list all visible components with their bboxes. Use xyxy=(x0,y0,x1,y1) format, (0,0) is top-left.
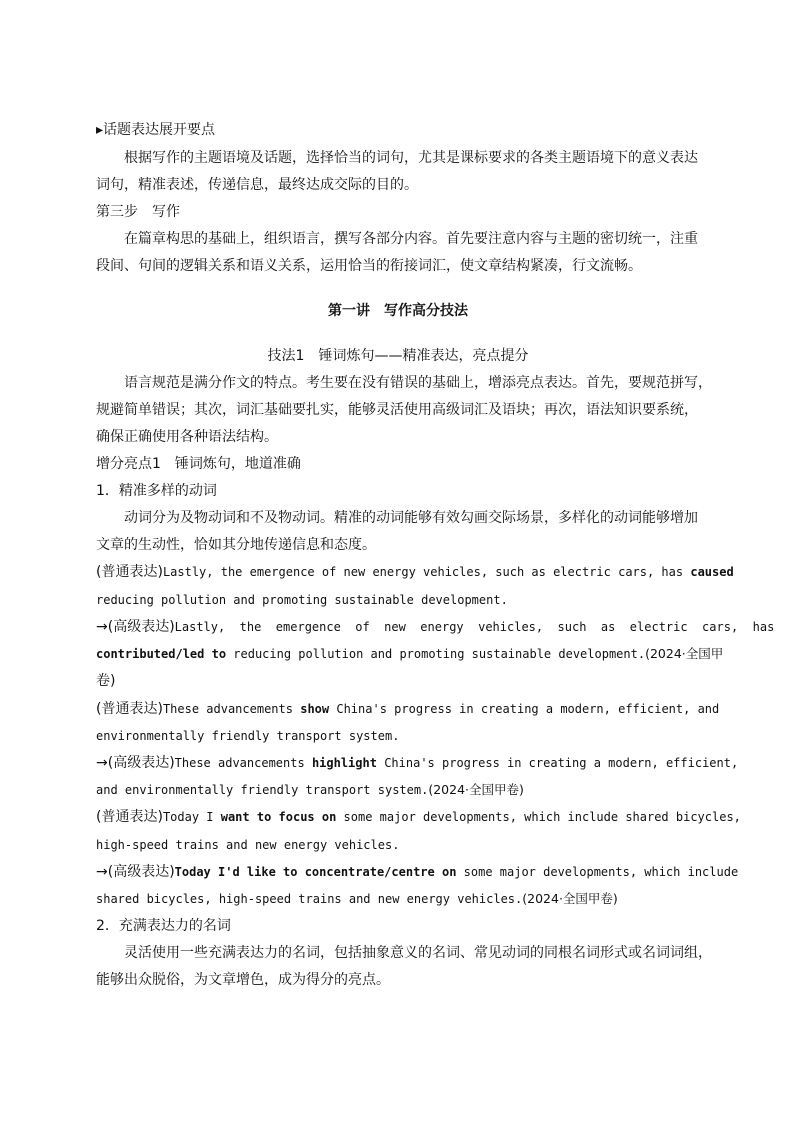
label-advanced: →(高级表达) xyxy=(96,755,175,771)
source-tag: (2024·全国甲卷) xyxy=(522,891,618,906)
label-plain: (普通表达) xyxy=(96,564,163,580)
keyword: contributed/led to xyxy=(96,647,227,661)
highlight-heading: 增分亮点1 锤词炼句，地道准确 xyxy=(96,456,301,472)
paragraph-line: 文章的生动性，恰如其分地传递信息和态度。 xyxy=(96,537,376,553)
example-line: environmentally friendly transport system. xyxy=(96,729,400,743)
example-line: shared bicycles, high-speed trains and new energy vehicles.(2024·全国甲卷) xyxy=(96,891,618,906)
example-line: and environmentally friendly transport system.(2024·全国甲卷) xyxy=(96,782,524,797)
paragraph-line: 段间、句间的逻辑关系和语义关系，运用恰当的衔接词汇，使文章结构紧凑，行文流畅。 xyxy=(96,258,642,274)
paragraph-line: 确保正确使用各种语法结构。 xyxy=(96,429,278,445)
label-advanced: →(高级表达) xyxy=(96,619,175,635)
label-plain: (普通表达) xyxy=(96,809,163,825)
example-line: reducing pollution and promoting sustainable development. xyxy=(96,593,508,607)
example-line: (普通表达)These advancements show China's progress in creating a modern, efficient, and xyxy=(96,701,720,717)
label-plain: (普通表达) xyxy=(96,701,163,717)
paragraph-line: 语言规范是满分作文的特点。考生要在没有错误的基础上，增添亮点表达。首先，要规范拼写， xyxy=(124,375,712,391)
source-tag: 卷) xyxy=(96,673,116,689)
keyword: caused xyxy=(690,565,734,579)
keyword: show xyxy=(300,702,330,716)
example-line: (普通表达)Today I want to focus on some major developments, which include shared bicycles, xyxy=(96,809,741,825)
step-heading: 第三步 写作 xyxy=(96,204,180,220)
section-bullet-heading: ▸话题表达展开要点 xyxy=(96,122,216,138)
example-line: contributed/led to reducing pollution and promoting sustainable development.(2024·全国甲 xyxy=(96,646,724,661)
paragraph-line: 能够出众脱俗，为文章增色，成为得分的亮点。 xyxy=(96,972,390,988)
paragraph-line: 根据写作的主题语境及话题，选择恰当的词句，尤其是课标要求的各类主题语境下的意义表达 xyxy=(124,150,698,166)
keyword: want to focus on xyxy=(220,810,337,824)
paragraph-line: 规避简单错误；其次，词汇基础要扎实，能够灵活使用高级词汇及语块；再次，语法知识要系统， xyxy=(96,402,698,418)
example-line: →(高级表达)These advancements highlight China's progress in creating a modern, efficient, xyxy=(96,755,739,771)
paragraph-line: 动词分为及物动词和不及物动词。精准的动词能够有效勾画交际场景，多样化的动词能够增加 xyxy=(124,510,698,526)
label-advanced: →(高级表达) xyxy=(96,864,175,880)
source-tag: (2024·全国甲 xyxy=(645,646,724,661)
lecture-title: 第一讲 写作高分技法 xyxy=(328,303,468,319)
source-tag: (2024·全国甲卷) xyxy=(428,782,524,797)
subheading: 1．精准多样的动词 xyxy=(96,483,217,499)
example-line: →(高级表达)Lastly, the emergence of new energy vehicles, such as electric cars, has xyxy=(96,619,775,635)
paragraph-line: 灵活使用一些充满表达力的名词，包括抽象意义的名词、常见动词的同根名词形式或名词词组， xyxy=(124,945,712,961)
example-line: (普通表达)Lastly, the emergence of new energy vehicles, such as electric cars, has caused xyxy=(96,564,734,580)
subheading: 2．充满表达力的名词 xyxy=(96,918,231,934)
technique-title: 技法1 锤词炼句——精准表达，亮点提分 xyxy=(267,348,529,364)
paragraph-line: 词句，精准表述，传递信息，最终达成交际的目的。 xyxy=(96,177,418,193)
keyword: Today I'd like to concentrate/centre on xyxy=(174,865,457,879)
example-line: →(高级表达)Today I'd like to concentrate/centre on some major developments, which include xyxy=(96,864,739,880)
example-line: high-speed trains and new energy vehicles. xyxy=(96,838,400,852)
keyword: highlight xyxy=(311,756,377,770)
paragraph-line: 在篇章构思的基础上，组织语言，撰写各部分内容。首先要注意内容与主题的密切统一，注重 xyxy=(124,231,698,247)
